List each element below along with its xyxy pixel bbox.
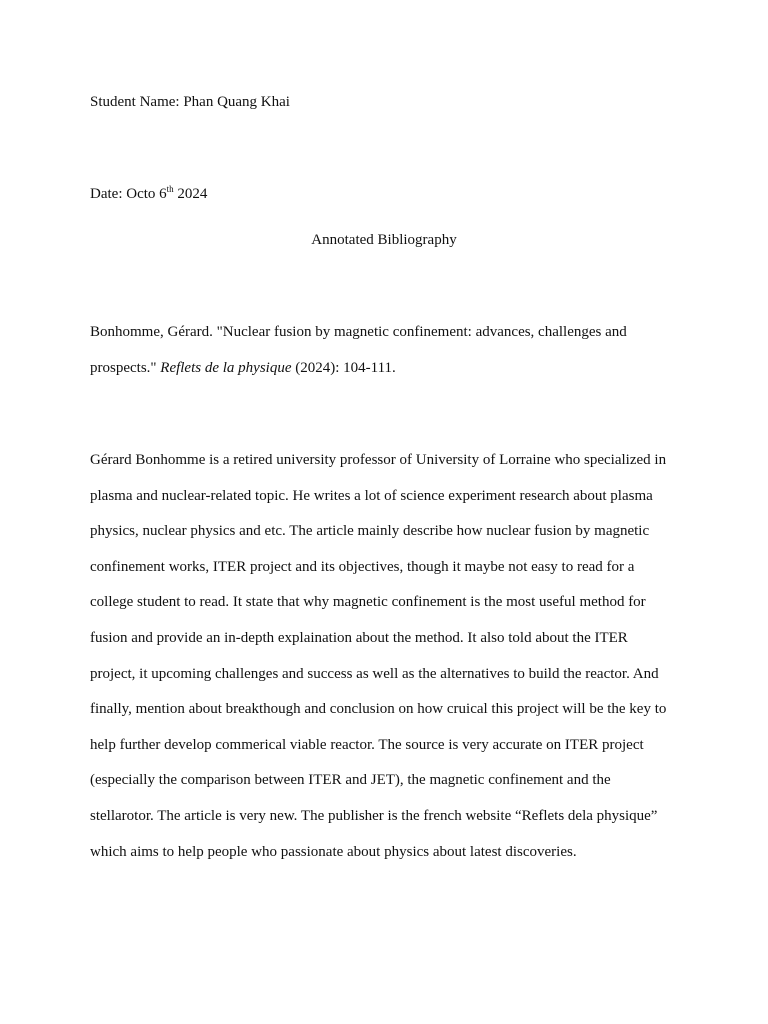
citation-suffix: (2024): 104-111.	[291, 360, 396, 376]
document-title: Annotated Bibliography	[311, 232, 457, 248]
citation-entry	[90, 322, 680, 394]
annotation-line: finally, mention about breakthough and conclusion on how cruical this project will be the key to	[90, 701, 667, 718]
annotation-line: help further develop commerical viable reactor. The source is very accurate on ITER project	[90, 736, 644, 753]
citation-line-2	[90, 358, 680, 394]
annotation-line: college student to read. It state that why magnetic confinement is the most useful method for	[90, 594, 646, 611]
annotation-line: plasma and nuclear-related topic. He writes a lot of science experiment research about plasma	[90, 487, 653, 504]
annotation-line: (especially the comparison between ITER and JET), the magnetic confinement and the	[90, 772, 611, 789]
annotation-paragraph	[90, 450, 690, 877]
citation-line-1: Bonhomme, Gérard. "Nuclear fusion by magnetic confinement: advances, challenges and	[90, 324, 627, 340]
citation-journal: Reflets de la physique	[160, 360, 292, 376]
date-line	[90, 184, 207, 204]
annotation-line: physics, nuclear physics and etc. The article mainly describe how nuclear fusion by magnetic	[90, 523, 650, 540]
annotation-line: project, it upcoming challenges and success as well as the alternatives to build the reactor. And	[90, 665, 659, 682]
student-name: Student Name: Phan Quang Khai	[90, 94, 290, 110]
annotation-line: stellarotor. The article is very new. The publisher is the french website “Reflets dela physique”	[90, 807, 658, 824]
annotation-line: which aims to help people who passionate about physics about latest discoveries.	[90, 843, 577, 860]
date-ordinal-suffix: th	[166, 184, 174, 194]
date-prefix: Date: Octo 6	[90, 186, 167, 202]
citation-prefix: prospects."	[90, 360, 161, 376]
date-year: 2024	[173, 186, 208, 202]
annotation-line: fusion and provide an in-depth explaination about the method. It also told about the ITER	[90, 629, 628, 646]
annotation-line: Gérard Bonhomme is a retired university professor of University of Lorraine who specialized in	[90, 452, 667, 468]
annotation-line: confinement works, ITER project and its objectives, though it maybe not easy to read for a	[90, 558, 635, 575]
